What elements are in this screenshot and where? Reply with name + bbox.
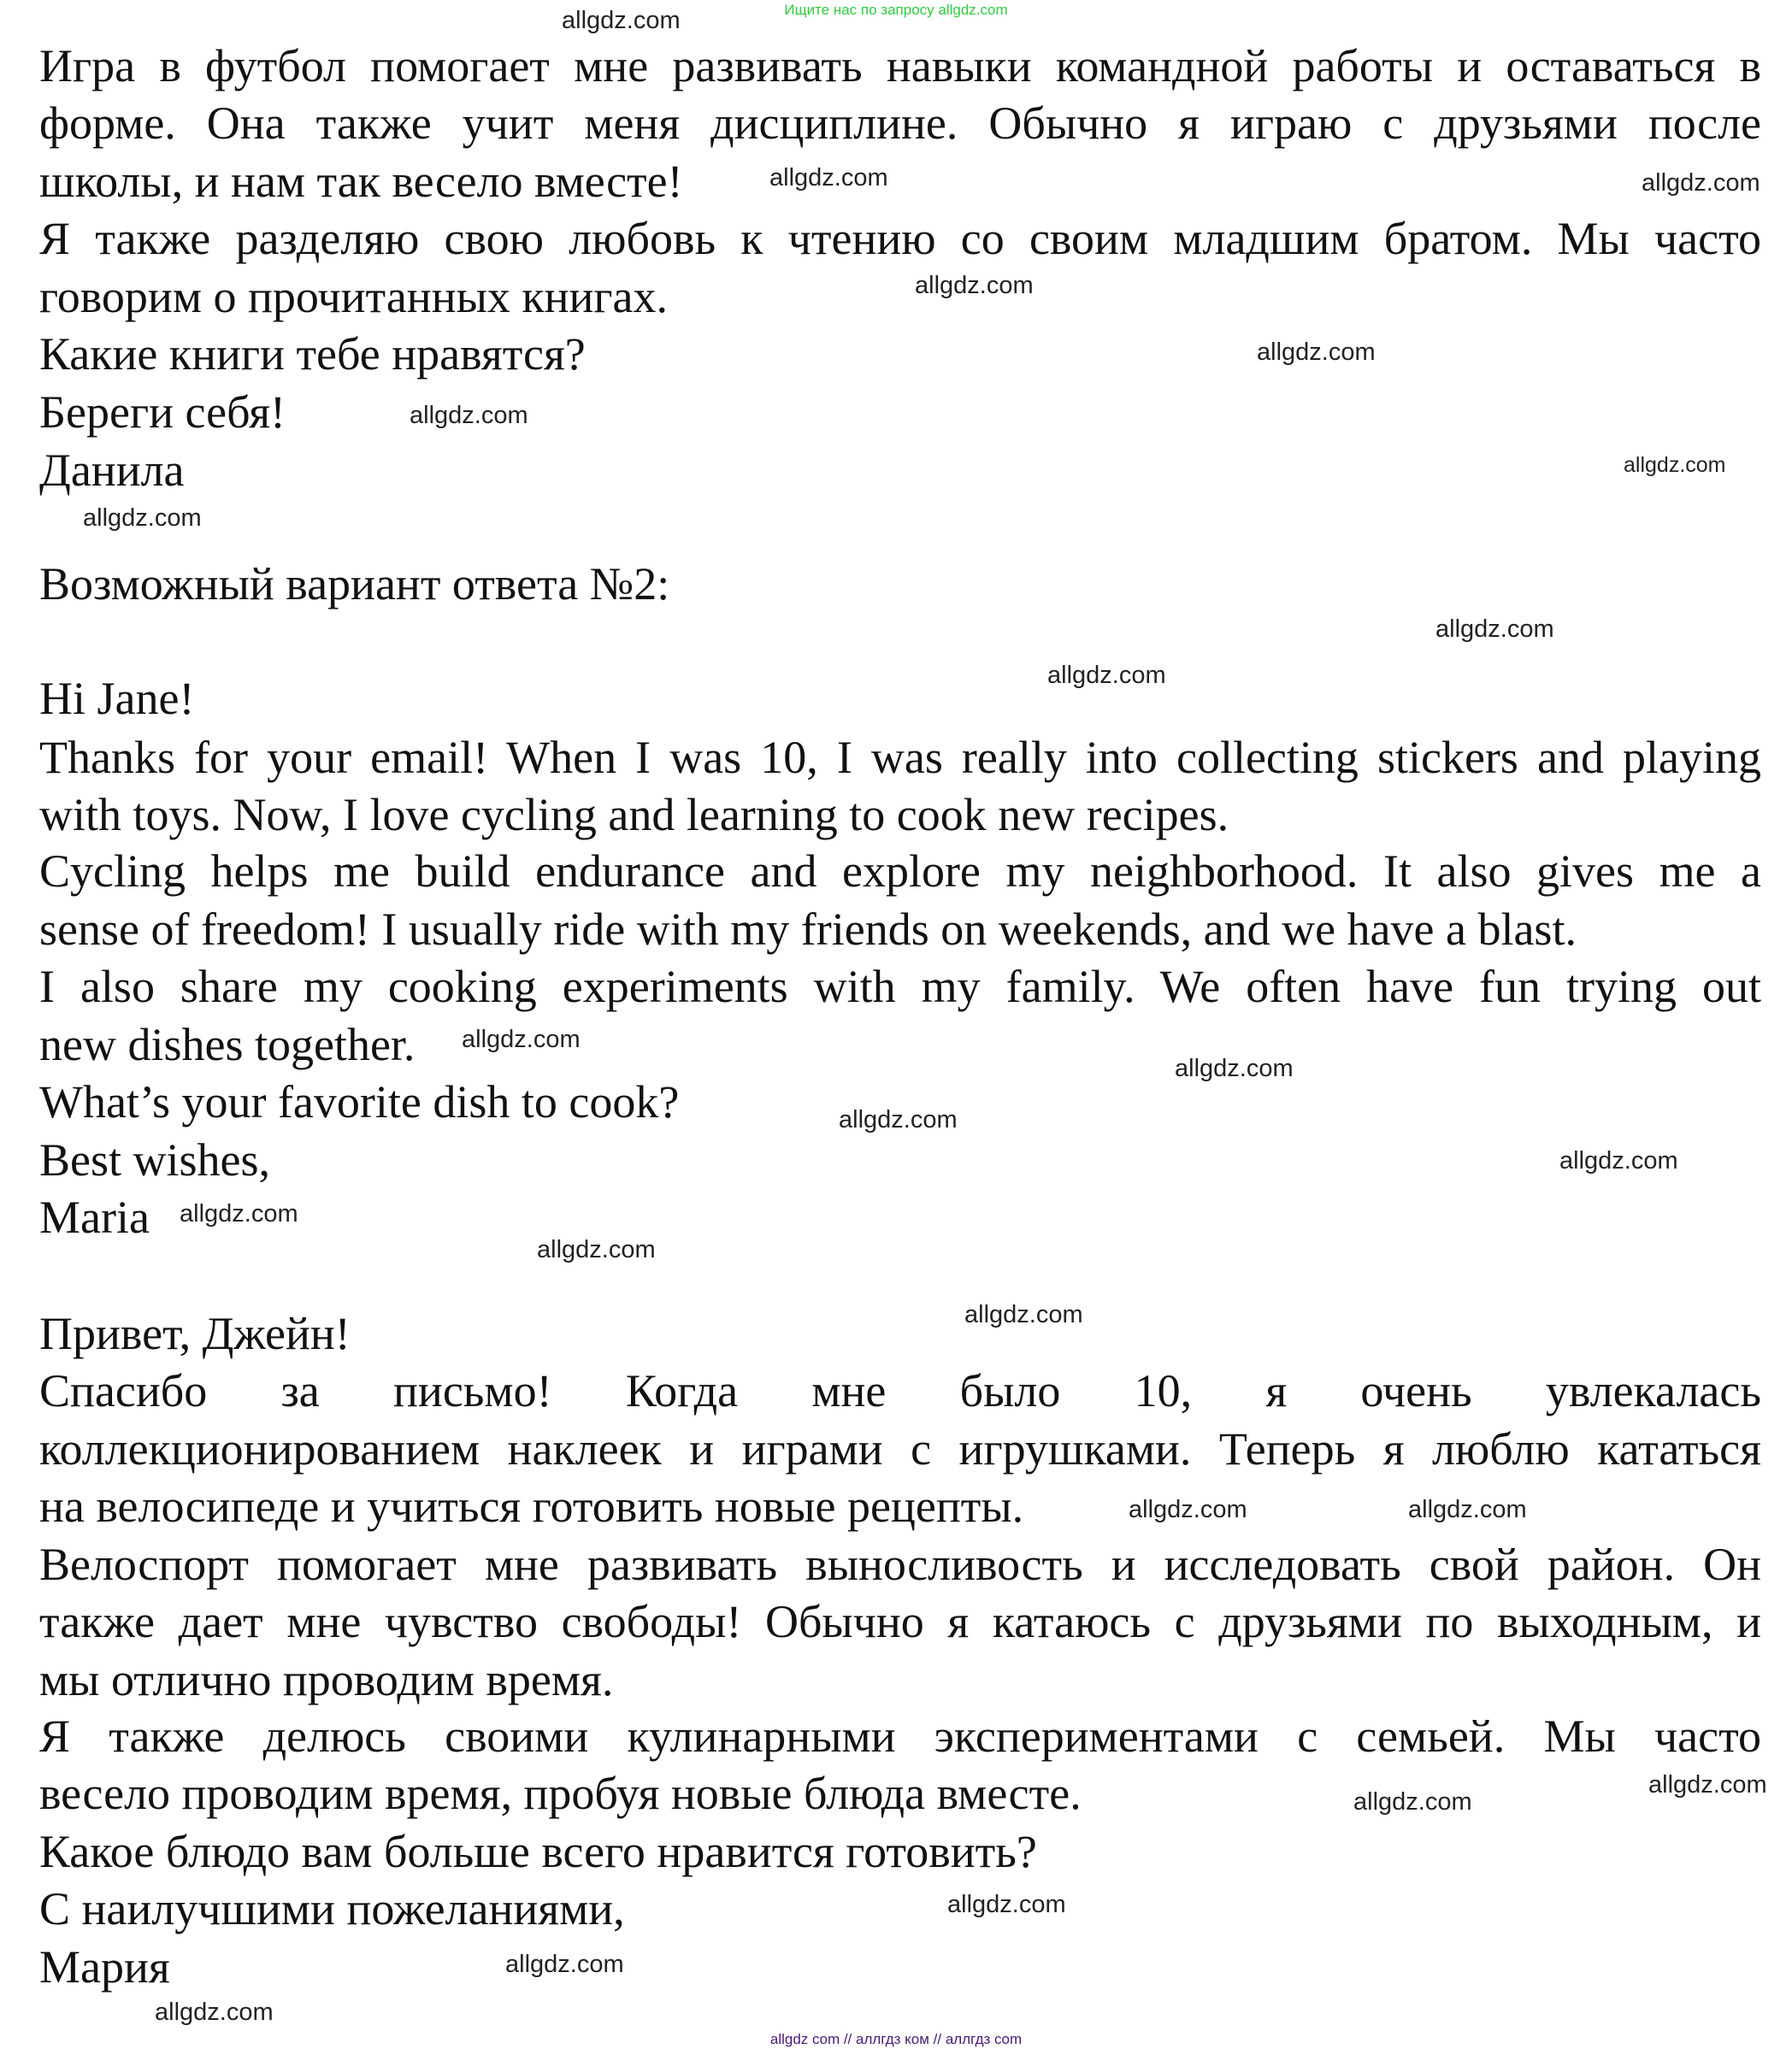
text-line: What’s your favorite dish to cook?	[39, 1076, 680, 1128]
text-line: Maria	[39, 1192, 150, 1243]
watermark: allgdz.com	[1047, 662, 1166, 689]
watermark: allgdz.com	[83, 504, 202, 532]
text-line: коллекционированием наклеек и играми с игрушками. Теперь я люблю кататься	[39, 1423, 1761, 1475]
watermark: allgdz.com	[180, 1200, 298, 1228]
watermark: allgdz.com	[1408, 1496, 1527, 1523]
text-line: sense of freedom! I usually ride with my friends on weekends, and we have a blast.	[39, 904, 1577, 955]
text-line: на велосипеде и учиться готовить новые рецепты.	[39, 1481, 1024, 1532]
text-line: Я также делюсь своими кулинарными экспериментами с семьей. Мы часто	[39, 1710, 1761, 1762]
text-line: Данила	[39, 445, 185, 496]
text-line: Привет, Джейн!	[39, 1308, 351, 1359]
watermark: allgdz.com	[505, 1951, 624, 1978]
watermark: allgdz.com	[1353, 1788, 1472, 1816]
text-line: Береги себя!	[39, 386, 286, 438]
text-line: Hi Jane!	[39, 673, 195, 724]
text-line: весело проводим время, пробуя новые блюда вместе.	[39, 1768, 1082, 1819]
text-line: Игра в футбол помогает мне развивать навыки командной работы и оставаться в	[39, 40, 1761, 91]
text-line: Спасибо за письмо! Когда мне было 10, я очень увлекалась	[39, 1365, 1761, 1416]
watermark: allgdz.com	[1642, 169, 1760, 197]
watermark: allgdz.com	[1175, 1055, 1294, 1082]
text-line: I also share my cooking experiments with my family. We often have fun trying out	[39, 961, 1761, 1012]
header-banner: Ищите нас по запросу allgdz.com	[784, 2, 1008, 18]
watermark: allgdz.com	[462, 1026, 581, 1053]
watermark: allgdz.com	[410, 402, 528, 429]
watermark: allgdz.com	[964, 1301, 1083, 1328]
text-line: Я также разделяю свою любовь к чтению со своим младшим братом. Мы часто	[39, 213, 1761, 264]
text-line: Cycling helps me build endurance and explore my neighborhood. It also gives me a	[39, 845, 1761, 897]
text-line: Возможный вариант ответа №2:	[39, 558, 670, 609]
watermark: allgdz.com	[537, 1236, 656, 1263]
text-line: мы отлично проводим время.	[39, 1654, 614, 1705]
text-line: Какое блюдо вам больше всего нравится готовить?	[39, 1826, 1037, 1877]
text-line: Мария	[39, 1941, 170, 1993]
watermark: allgdz.com	[1435, 615, 1554, 643]
text-line: говорим о прочитанных книгах.	[39, 271, 669, 322]
watermark: allgdz.com	[915, 272, 1034, 299]
text-line: new dishes together.	[39, 1019, 416, 1070]
footer-banner: allgdz com // аллгдз ком // аллгдз com	[769, 2031, 1023, 2047]
text-line: Thanks for your email! When I was 10, I was really into collecting stickers and playing	[39, 732, 1761, 783]
watermark: allgdz.com	[1257, 339, 1376, 366]
watermark: allgdz.com	[947, 1891, 1066, 1918]
text-line: Best wishes,	[39, 1134, 270, 1186]
watermark: allgdz.com	[1559, 1147, 1678, 1175]
text-line: with toys. Now, I love cycling and learning to cook new recipes.	[39, 789, 1229, 840]
watermark: allgdz.com	[1648, 1771, 1767, 1799]
text-line: С наилучшими пожеланиями,	[39, 1883, 625, 1934]
watermark: allgdz.com	[839, 1106, 958, 1133]
watermark: allgdz.com	[155, 1999, 274, 2026]
text-line: Какие книги тебе нравятся?	[39, 328, 586, 380]
watermark: allgdz.com	[1624, 453, 1726, 477]
watermark: allgdz.com	[769, 164, 888, 191]
watermark: allgdz.com	[1129, 1496, 1247, 1523]
text-line: Велоспорт помогает мне развивать выносливость и исследовать свой район. Он	[39, 1539, 1761, 1590]
text-line: школы, и нам так весело вместе!	[39, 156, 683, 207]
watermark: allgdz.com	[562, 7, 681, 34]
text-line: форме. Она также учит меня дисциплине. Обычно я играю с друзьями после	[39, 97, 1761, 149]
text-line: также дает мне чувство свободы! Обычно я катаюсь с друзьями по выходным, и	[39, 1596, 1761, 1647]
